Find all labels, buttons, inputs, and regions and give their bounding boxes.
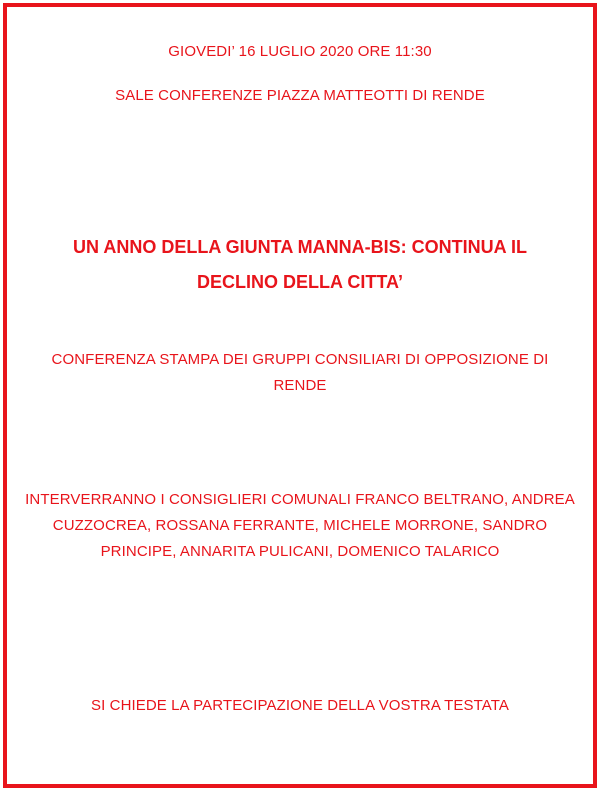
speakers-line-2: CUZZOCREA, ROSSANA FERRANTE, MICHELE MORRONE, SANDRO [52, 517, 548, 534]
speakers-line-3: PRINCIPE, ANNARITA PULICANI, DOMENICO TALARICO [100, 543, 500, 560]
date-line: GIOVEDI’ 16 LUGLIO 2020 ORE 11:30 [168, 43, 432, 60]
headline-line-2: DECLINO DELLA CITTA’ [197, 272, 403, 292]
headline-line-1: UN ANNO DELLA GIUNTA MANNA-BIS: CONTINUA IL [73, 237, 527, 257]
subheadline-line-2: RENDE [273, 377, 327, 394]
document-border [3, 3, 597, 788]
subheadline-line-1: CONFERENZA STAMPA DEI GRUPPI CONSILIARI DI OPPOSIZIONE DI [51, 351, 549, 368]
participation-request: SI CHIEDE LA PARTECIPAZIONE DELLA VOSTRA TESTATA [91, 697, 509, 714]
speakers-line-1: INTERVERRANNO I CONSIGLIERI COMUNALI FRANCO BELTRANO, ANDREA [25, 491, 575, 508]
venue-line: SALE CONFERENZE PIAZZA MATTEOTTI DI RENDE [115, 87, 485, 104]
